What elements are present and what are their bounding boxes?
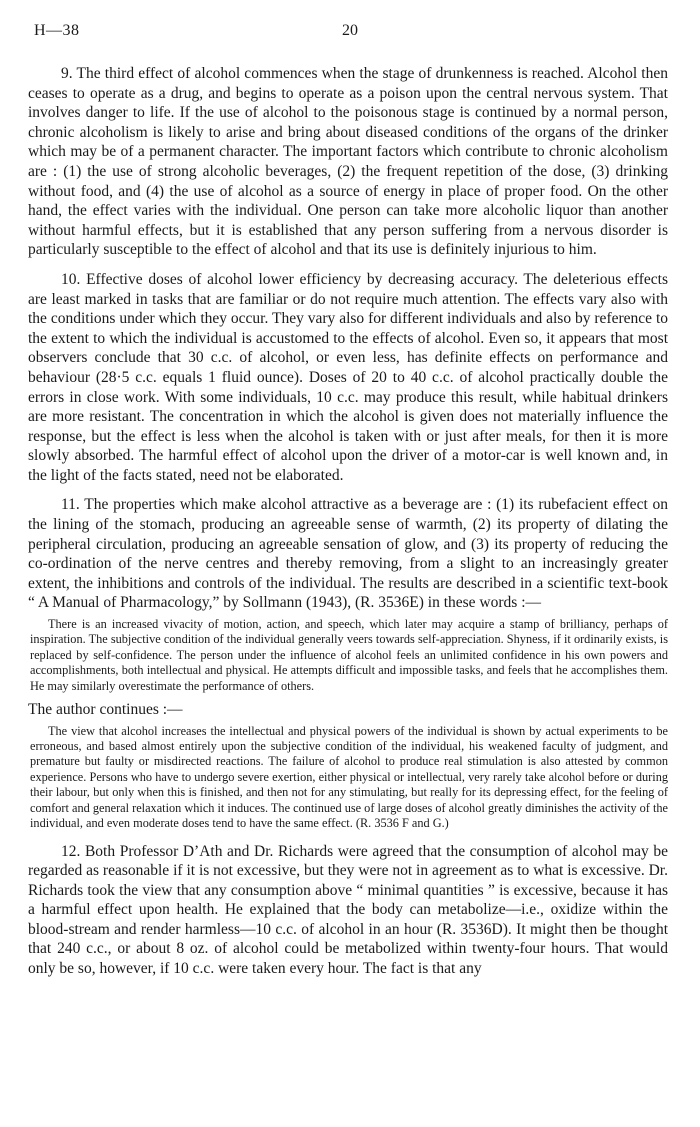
- paragraph-11: 11. The properties which make alcohol attractive as a beverage are : (1) its rubefacient effect on the lining of the stomach, producing an agreeable sense of warmth, (2) its property of dilating the peripheral circulation, producing an agreeable sensation of glow, and (3) its property of reducing the co-ordination of the nerve centres and thereby removing, from a slight to an increasingly greater extent, the inhibitions and controls of the individual. The results are described in a scientific text-book “ A Manual of Pharmacology,” by Sollmann (1943), (R. 3536E) in these words :—: [28, 496, 668, 612]
- page-number: 20: [342, 22, 358, 39]
- block-quote-2: The view that alcohol increases the intellectual and physical powers of the individual is shown by actual experiments to be erroneous, and based almost entirely upon the subjective condition of the individual, his weakened faculty of judgment, and premature but faulty or misdirected reactions. The failure of alcohol to produce real stimulation is also attested by common experience. Persons who have to undergo severe exertion, either physical or intellectual, very rarely take alcohol before or during their labour, but only when this is finished, and then not for any stimulating, but really for its depressing effect, for the feeling of comfort and general relaxation which it induces. The continued use of large doses of alcohol greatly diminishes the activity of the individual, and even moderate doses tend to have the same effect. (R. 3536 F and G.): [30, 723, 668, 831]
- body-text: [28, 64, 668, 979]
- block-quote-1: There is an increased vivacity of motion, action, and speech, which later may acquire a stamp of brilliancy, perhaps of inspiration. The subjective condition of the individual generally veers towards self-appreciation. Shyness, if it ordinarily exists, is replaced by self-confidence. The person under the influence of alcohol feels an unlimited confidence in his own powers and accomplishments, both intellectual and physical. He attempts difficult and impossible tasks, and feels that he accomplishes them. He may similarly overestimate the performance of others.: [30, 617, 668, 693]
- page-header: [34, 22, 666, 44]
- paragraph-12: 12. Both Professor D’Ath and Dr. Richards were agreed that the consumption of alcohol may be regarded as reasonable if it is not excessive, but they were not in agreement as to what is excessive. Dr. Richards took the view that any consumption above “ minimal quantities ” is excessive, because it has a harmful effect upon health. He explained that the body can metabolize—i.e., oxidize within the blood-stream and render harmless—10 c.c. of alcohol in an hour (R. 3536D). It might then be thought that 240 c.c., or about 8 oz. of alcohol could be metabolized within twenty-four hours. That would only be so, however, if 10 c.c. were taken every hour. The fact is that any: [28, 842, 668, 978]
- paragraph-9: 9. The third effect of alcohol commences when the stage of drunkenness is reached. Alcohol then ceases to operate as a drug, and begins to operate as a poison upon the central nervous system. That involves danger to life. If the use of alcohol to the poisonous stage is continued by a normal person, chronic alcoholism is likely to arise and bring about diseased conditions of the organs of the drinker which may be of a permanent character. The important factors which contribute to chronic alcoholism are : (1) the use of strong alcoholic beverages, (2) the frequent repetition of the dose, (3) drinking without food, and (4) the use of alcohol as a source of energy in place of proper food. On the other hand, the effect varies with the individual. One person can take more alcoholic liquor than another without harmful effects, but it is established that any person suffering from a nervous disorder is particularly susceptible to the effect of alcohol and that its use is definitely injurious to him.: [28, 65, 668, 259]
- document-reference: H—38: [34, 22, 80, 39]
- paragraph-10: 10. Effective doses of alcohol lower efficiency by decreasing accuracy. The deleterious effects are least marked in tasks that are familiar or do not require much attention. The effects vary also with the conditions under which they occur. They vary also for different individuals and also by reference to the extent to which the individual is accustomed to the effects of alcohol. Even so, it appears that most observers conclude that 30 c.c. of alcohol, or even less, has definite effects on performance and behaviour (28·5 c.c. equals 1 fluid ounce). Doses of 20 to 40 c.c. of alcohol practically double the errors in close work. With some individuals, 10 c.c. may produce this result, while habitual drinkers are more resistant. The concentration in which the alcohol is given does not materially influence the response, but the effect is less when the alcohol is taken with or just after meals, for then it is more slowly absorbed. The harmful effect of alcohol upon the driver of a motor-car is well known and, in the light of the facts stated, need not be elaborated.: [28, 270, 668, 484]
- author-continues-line: The author continues :—: [28, 701, 183, 719]
